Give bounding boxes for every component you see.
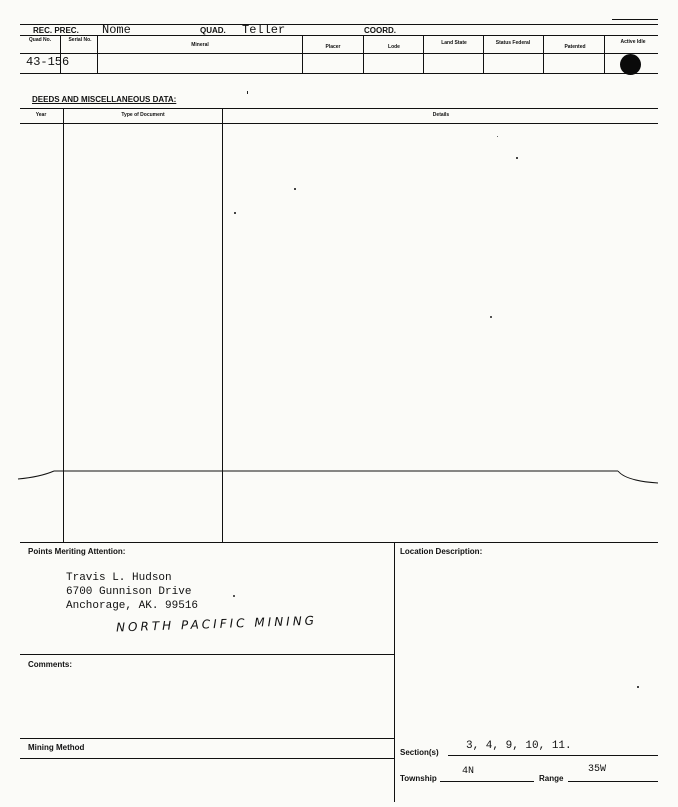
hdr-divider-3	[302, 35, 303, 73]
hdr-divider-2	[97, 35, 98, 73]
mining-bottom-rule	[20, 758, 394, 759]
rec-prec-value: Nome	[102, 23, 131, 37]
col-land-status-state: Land State	[441, 40, 467, 46]
col-placer: Placer	[325, 44, 341, 50]
rec-prec-label: REC. PREC.	[33, 26, 79, 35]
speck	[497, 136, 498, 137]
location-label: Location Description:	[400, 547, 483, 556]
deeds-col-type: Type of Document	[121, 112, 165, 118]
col-mineral: Mineral	[191, 42, 209, 48]
page-seam	[0, 465, 678, 490]
col-active-idle: Active Idle	[620, 39, 646, 45]
points-line-3: Anchorage, AK. 99516	[66, 600, 199, 612]
points-line-2: 6700 Gunnison Drive	[66, 586, 192, 598]
range-value: 35W	[588, 764, 607, 775]
range-underline	[568, 781, 658, 782]
quad-no-value: 43-156	[26, 55, 70, 69]
top-short-rule	[612, 19, 658, 20]
speck	[637, 686, 639, 688]
col-quad-no: Quad No.	[28, 37, 52, 43]
deeds-header-rule	[20, 123, 658, 124]
value-row-bottom-rule	[20, 73, 658, 74]
section-underline	[448, 755, 658, 756]
handwritten-note: NORTH PACIFIC MINING	[115, 613, 318, 635]
township-underline	[440, 781, 534, 782]
deeds-title: DEEDS AND MISCELLANEOUS DATA:	[32, 95, 177, 104]
deeds-top-rule	[20, 108, 658, 109]
points-label: Points Meriting Attention:	[28, 547, 126, 556]
section-value: 3, 4, 9, 10, 11.	[466, 740, 572, 752]
bottom-center-divider	[394, 542, 395, 802]
hdr-divider-4	[363, 35, 364, 73]
mining-method-label: Mining Method	[28, 743, 85, 752]
speck	[516, 157, 518, 159]
deeds-col-details: Details	[432, 112, 450, 118]
speck	[234, 212, 236, 214]
coord-label: COORD.	[364, 26, 396, 35]
hdr-divider-8	[604, 35, 605, 73]
range-label: Range	[539, 774, 564, 783]
col-lode: Lode	[388, 44, 400, 50]
comments-top-rule	[20, 654, 394, 655]
hdr-divider-5	[423, 35, 424, 73]
speck	[233, 595, 235, 597]
col-patented: Patented	[564, 44, 586, 50]
section-label: Section(s)	[400, 748, 439, 757]
deeds-col-year: Year	[35, 112, 47, 118]
speck	[247, 91, 248, 94]
bottom-top-rule	[20, 542, 658, 543]
quad-label: QUAD.	[200, 26, 226, 35]
mining-top-rule	[20, 738, 394, 739]
quad-value: Teller	[242, 23, 286, 37]
value-row-top-rule	[20, 53, 658, 54]
township-label: Township	[400, 774, 437, 783]
comments-label: Comments:	[28, 660, 73, 669]
points-line-1: Travis L. Hudson	[66, 572, 172, 584]
active-status-dot	[620, 54, 641, 75]
col-status-federal: Status Federal	[495, 40, 531, 46]
speck	[294, 188, 296, 190]
township-value: 4N	[462, 766, 475, 777]
speck	[490, 316, 492, 318]
hdr-divider-6	[483, 35, 484, 73]
hdr-divider-7	[543, 35, 544, 73]
col-serial-no: Serial No.	[68, 37, 92, 43]
